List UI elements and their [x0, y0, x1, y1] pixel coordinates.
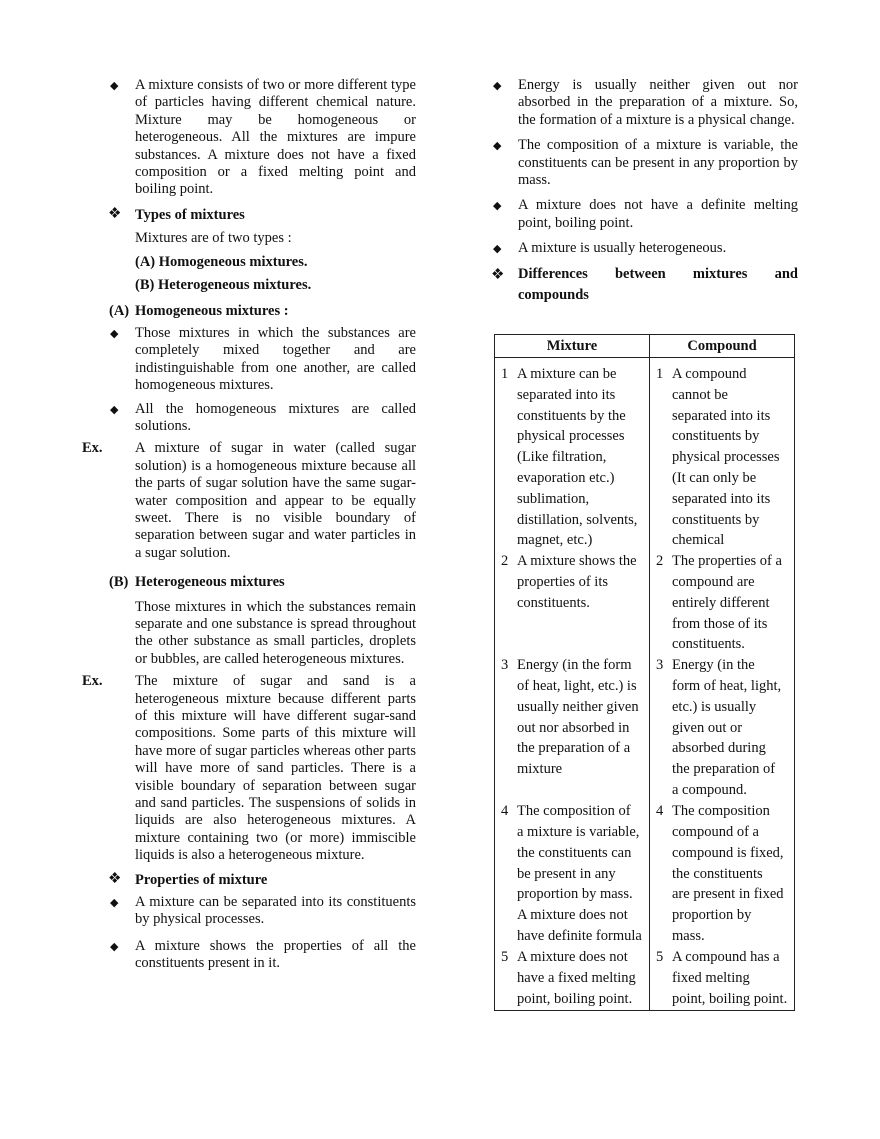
intro-bullet [82, 77, 416, 199]
melting-point-text: A mixture does not have a definite melting point, boiling point. [518, 197, 798, 231]
table-row [495, 947, 795, 1010]
type-a-label: (A) Homogeneous mixtures. [135, 253, 308, 270]
mixture-line: out nor absorbed in [517, 719, 630, 736]
table-row [495, 655, 795, 801]
row-number: 5 [501, 949, 509, 966]
compound-line: separated into its [672, 407, 771, 424]
type-b-label: (B) Heterogeneous mixtures. [135, 277, 312, 294]
diamond-bullet-icon: ◆ [110, 327, 119, 340]
compound-line: the preparation of [672, 761, 776, 778]
compound-line: separated into its [672, 490, 771, 507]
example-2 [82, 673, 416, 864]
diamond-bullet-icon: ◆ [110, 403, 119, 416]
mixture-line: magnet, etc.) [517, 532, 593, 549]
mixture-line: (Like filtration, [517, 449, 607, 466]
row-number: 2 [501, 553, 509, 570]
mixture-line: A mixture does not [517, 949, 628, 966]
diamond-bullet-icon: ◆ [110, 940, 119, 953]
mixture-line: A mixture does not [517, 907, 628, 924]
differences-heading-line-1: Differences between mixtures and [518, 265, 798, 282]
mixture-line: A mixture can be [517, 366, 617, 382]
diamond-bullet-icon: ◆ [493, 140, 502, 153]
mixture-line: the constituents can [517, 844, 632, 861]
mixture-line: separated into its [517, 386, 616, 403]
homogeneous-definition: Those mixtures in which the substances are completely mixed together and are indistinguishable from one another, are called homogeneous mixtures. [135, 324, 416, 394]
homogeneous-bullet-1 [82, 325, 416, 395]
diamond-bullet-icon: ◆ [493, 200, 502, 213]
table-body [495, 358, 795, 1011]
mixture-line: constituents. [517, 594, 590, 611]
example-1 [82, 440, 416, 562]
compound-line: compound is fixed, [672, 844, 784, 861]
row-number: 3 [656, 657, 664, 674]
differences-heading-line-2: compounds [518, 286, 589, 303]
right-bullet-1 [492, 77, 798, 129]
properties-heading-block [82, 872, 416, 889]
property-2-text: A mixture shows the properties of all the constituents present in it. [135, 937, 416, 972]
compound-cell [650, 358, 795, 552]
row-number: 2 [656, 553, 664, 570]
energy-text: Energy is usually neither given out nor absorbed in the preparation of a mixture. So, the formation of a mixture is a physical change. [518, 77, 798, 128]
example-1-text: A mixture of sugar in water (called sugar solution) is a homogeneous mixture because all the parts of sugar solution have the same sugar-water composition and appear to be equally sweet. There is no visible boundary of separation between sugar and water particles in a sugar solution. [135, 440, 416, 561]
composition-text: The composition of a mixture is variable, the constituents can be present in any proportion by mass. [518, 137, 798, 189]
mixture-line: properties of its [517, 573, 609, 590]
compound-line: constituents. [672, 636, 745, 653]
mixture-line: usually neither given [517, 698, 639, 715]
compound-line: constituents by [672, 511, 760, 528]
row-number: 3 [501, 657, 509, 674]
mixture-line: of heat, light, etc.) is [517, 677, 637, 694]
mixture-line: sublimation, [517, 490, 590, 507]
mixture-line: physical processes [517, 428, 625, 445]
types-intro: Mixtures are of two types : [135, 230, 292, 247]
mixture-cell [495, 655, 650, 801]
compound-line: fixed melting [672, 969, 750, 986]
compound-line: the constituents [672, 865, 763, 882]
mixture-line: a mixture is variable, [517, 823, 640, 840]
table-row [495, 551, 795, 655]
section-tag-a: (A) [109, 303, 130, 320]
compound-line: compound of a [672, 823, 759, 840]
compound-line: from those of its [672, 615, 768, 632]
compound-line: cannot be [672, 386, 728, 403]
compound-line: The properties of a [672, 553, 782, 570]
section-tag-b: (B) [109, 574, 129, 591]
compound-cell-content [650, 801, 794, 947]
heading-marker-icon: ❖ [108, 205, 122, 222]
left-column [82, 77, 416, 973]
types-heading-block [82, 207, 416, 224]
compound-line: The composition [672, 803, 770, 820]
mixture-line: the preparation of a [517, 740, 631, 757]
mixture-cell [495, 947, 650, 1010]
property-1-text: A mixture can be separated into its constituents by physical processes. [135, 894, 416, 928]
row-number: 4 [656, 803, 664, 820]
mixture-line: distillation, solvents, [517, 511, 638, 528]
row-number: 4 [501, 803, 509, 820]
compound-cell-content [650, 551, 794, 655]
compound-cell [650, 655, 795, 801]
compound-line: mass. [672, 927, 705, 944]
heterogeneous-heading-block [82, 574, 416, 591]
compound-line: form of heat, light, [672, 677, 782, 694]
mixture-line: mixture [517, 761, 563, 778]
types-heading: Types of mixtures [135, 206, 245, 223]
mixture-cell [495, 358, 650, 552]
compound-cell-content [650, 947, 794, 1009]
mixture-line: constituents by the [517, 407, 626, 424]
compound-line: given out or [672, 719, 743, 736]
compound-cell [650, 947, 795, 1010]
mixture-line: proportion by mass. [517, 886, 633, 903]
right-bullet-2 [492, 137, 798, 189]
example-label: Ex. [82, 673, 103, 690]
mixture-cell-content [495, 358, 649, 551]
differences-heading-block [492, 264, 798, 306]
compound-line: A compound [672, 366, 747, 382]
compound-line: A compound has a [672, 949, 780, 966]
right-bullet-4 [492, 240, 798, 257]
mixture-cell-content [495, 551, 649, 613]
table-row [495, 801, 795, 947]
compound-cell [650, 551, 795, 655]
table-row [495, 358, 795, 552]
mixture-cell-content [495, 801, 649, 947]
compound-cell-content [650, 655, 794, 801]
right-bullet-3 [492, 197, 798, 232]
mixture-cell-content [495, 947, 649, 1009]
example-2-text: The mixture of sugar and sand is a heterogeneous mixture because different parts of this mixture will have different sugar-sand compositions. Some parts of this mixture will have more of sugar particles whereas other parts will have more of sand particles. There is a visible boundary of separation between sugar and sand particles. The suspensions of solids in liquids are also heterogeneous mixtures. A mixture containing two (or more) immiscible liquids is also a heterogeneous mixture. [135, 673, 416, 864]
homogeneous-heading: Homogeneous mixtures : [135, 303, 289, 320]
mixture-line: be present in any [517, 865, 616, 882]
compound-cell-content [650, 358, 794, 551]
mixture-line: evaporation etc.) [517, 469, 615, 486]
heading-marker-icon: ❖ [108, 870, 122, 887]
mixture-line: A mixture shows the [517, 553, 637, 570]
mixture-line: The composition of [517, 803, 631, 820]
mixture-cell-content [495, 655, 649, 780]
diamond-bullet-icon: ◆ [110, 80, 119, 92]
heterogeneous-heading: Heterogeneous mixtures [135, 574, 285, 591]
compound-line: constituents by [672, 428, 760, 445]
mixture-line: have a fixed melting [517, 969, 636, 986]
column-header-mixture: Mixture [495, 335, 650, 358]
mixture-cell [495, 801, 650, 947]
compound-line: a compound. [672, 781, 747, 798]
property-bullet-2 [82, 938, 416, 973]
row-number: 1 [656, 366, 664, 382]
mixture-line: point, boiling point. [517, 990, 633, 1007]
example-label: Ex. [82, 440, 103, 457]
compound-line: compound are [672, 573, 755, 590]
compound-line: Energy (in the [672, 657, 755, 674]
compound-line: proportion by [672, 907, 752, 924]
mixture-cell [495, 551, 650, 655]
compound-line: entirely different [672, 594, 770, 611]
row-number: 5 [656, 949, 664, 966]
mixture-line: Energy (in the form [517, 657, 632, 674]
compound-line: physical processes [672, 449, 780, 466]
homogeneous-bullet-2 [82, 401, 416, 436]
homogeneous-solutions: All the homogeneous mixtures are called solutions. [135, 400, 416, 434]
compound-line: chemical [672, 532, 725, 549]
homogeneous-heading-block [82, 303, 416, 320]
row-number: 1 [501, 366, 509, 382]
mixture-line: have definite formula [517, 927, 642, 944]
compound-line: etc.) is usually [672, 698, 757, 715]
right-column [492, 77, 798, 306]
intro-text: A mixture consists of two or more different type of particles having different chemical nature. Mixture may be homogeneous or heterogeneous. All the mixtures are impure substances. A mixture does not have a fixed composition or a fixed melting point and boiling point. [135, 77, 416, 198]
compound-line: (It can only be [672, 469, 757, 486]
heterogeneous-definition: Those mixtures in which the substances remain separate and one substance is spread throughout the other substance as small particles, droplets or bubbles, are called heterogeneous mixtures. [135, 598, 416, 667]
property-bullet-1 [82, 894, 416, 929]
diamond-bullet-icon: ◆ [493, 80, 502, 92]
diamond-bullet-icon: ◆ [110, 897, 119, 910]
column-header-compound: Compound [650, 335, 795, 358]
diamond-bullet-icon: ◆ [493, 243, 502, 256]
compound-cell [650, 801, 795, 947]
table-header-row [495, 335, 795, 358]
properties-heading: Properties of mixture [135, 871, 268, 888]
compound-line: absorbed during [672, 740, 766, 757]
compound-line: point, boiling point. [672, 990, 788, 1007]
heterogeneous-usually-text: A mixture is usually heterogeneous. [518, 240, 727, 257]
comparison-table [494, 334, 795, 1011]
heading-marker-icon: ❖ [491, 266, 505, 283]
compound-line: are present in fixed [672, 886, 784, 903]
